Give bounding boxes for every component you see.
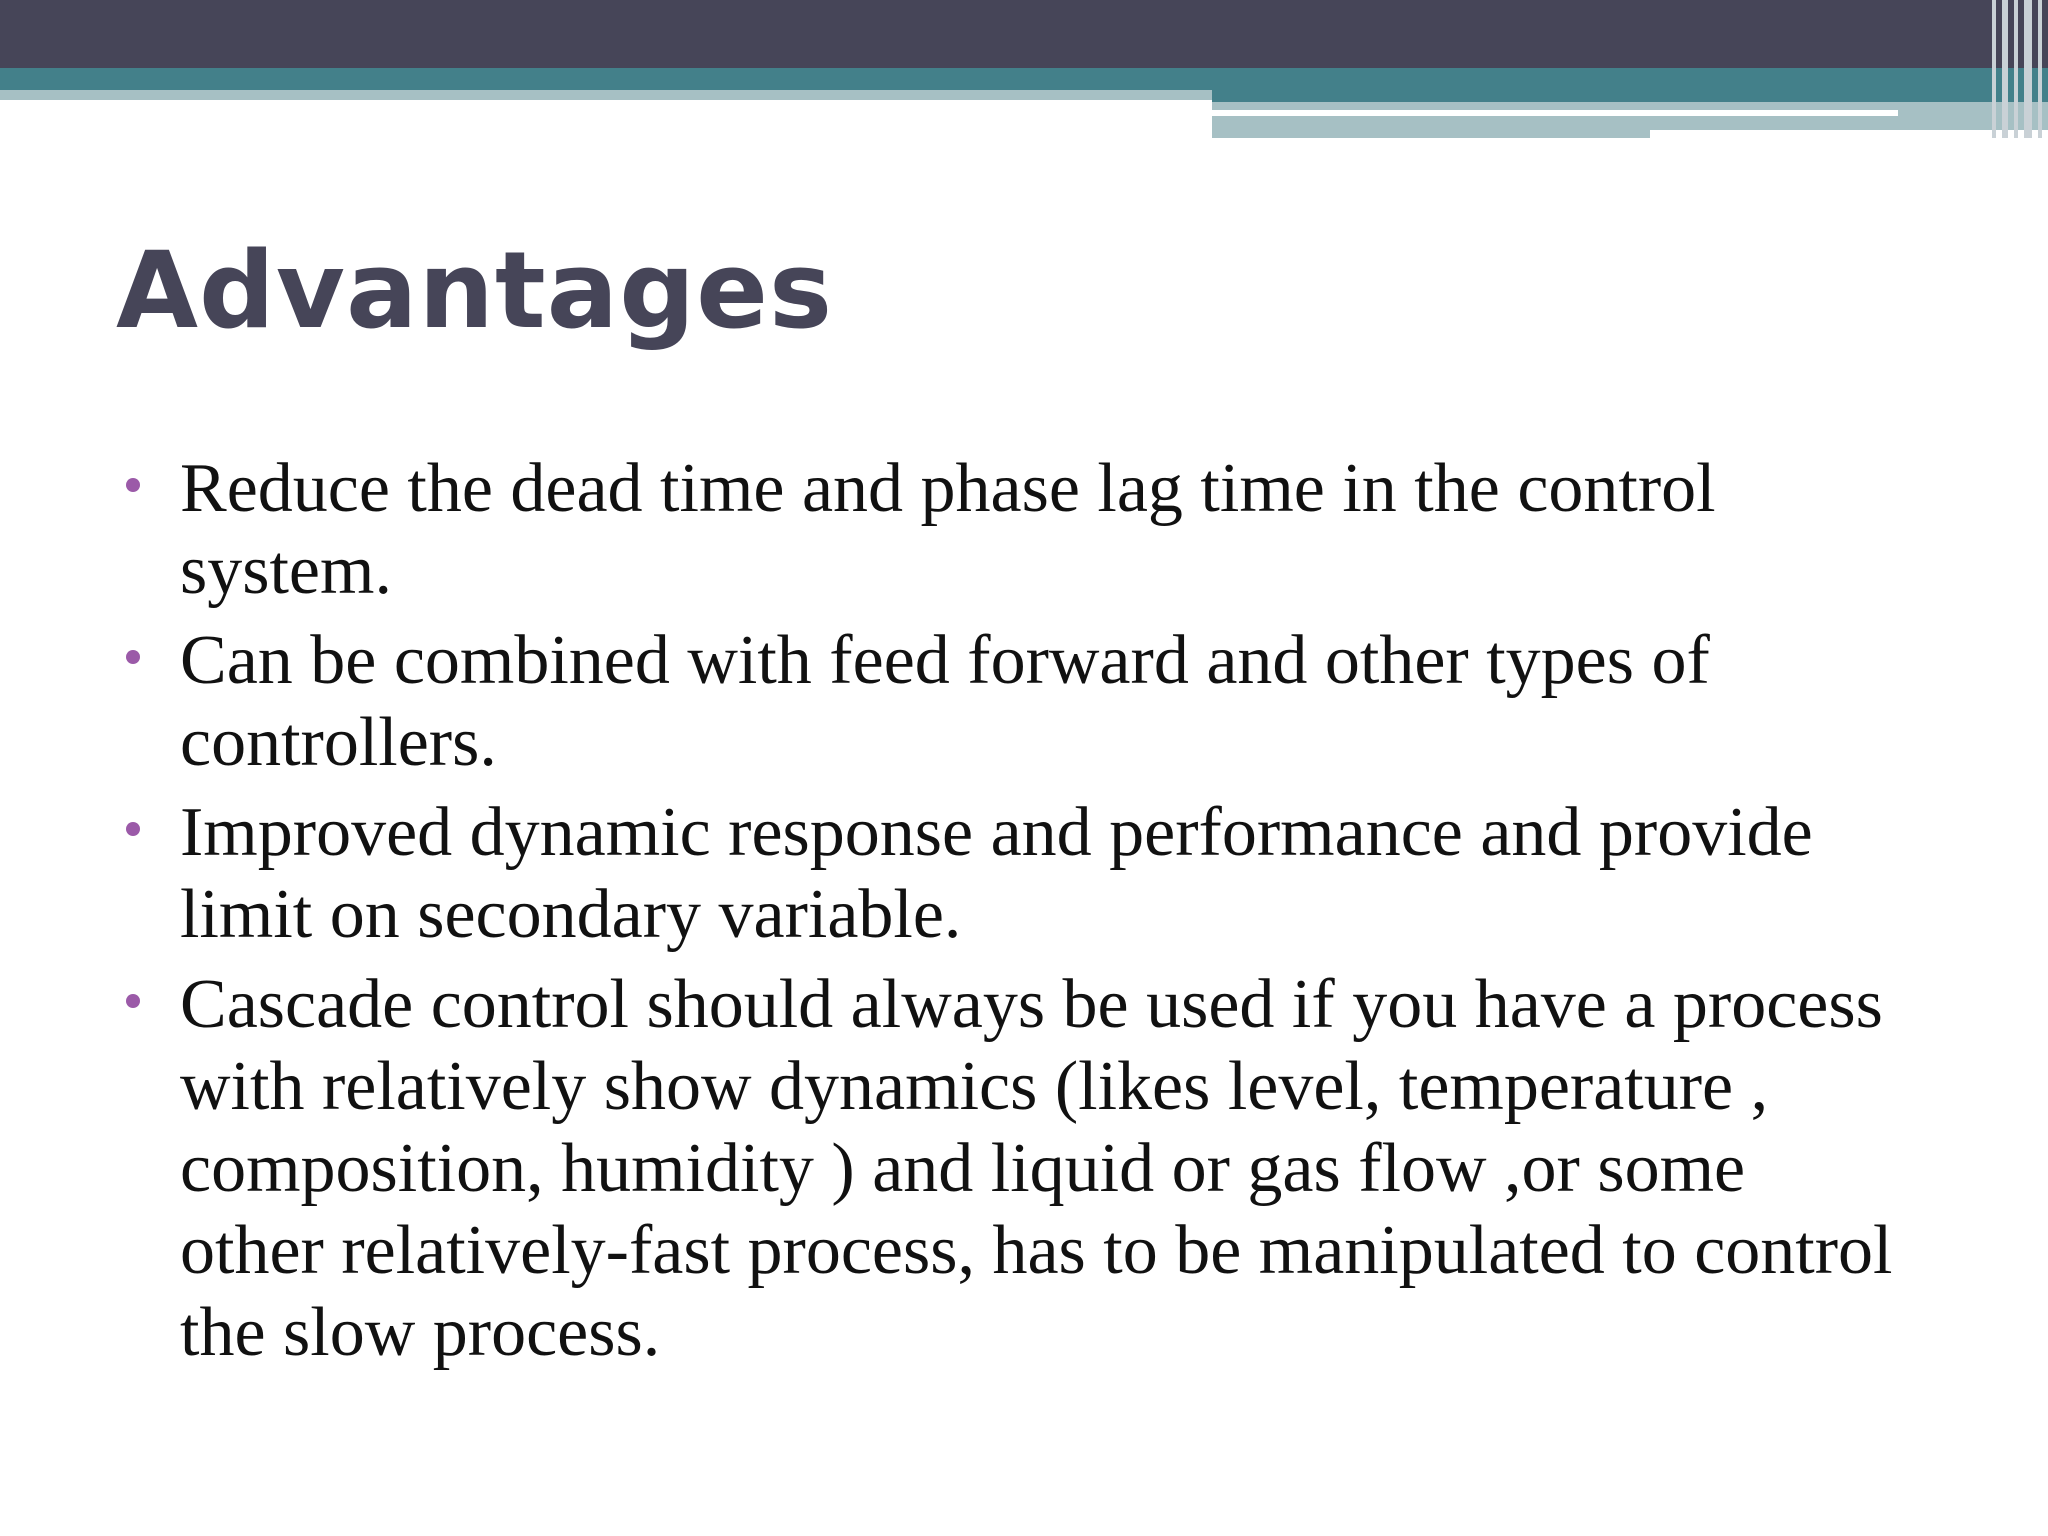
- bullet-dot-icon: [126, 478, 140, 492]
- bullet-item: [116, 448, 1896, 612]
- bullet-text: Cascade control should always be used if you have a process with relatively show dynamics (likes level, temperature , composition, humidity ) and liquid or gas flow ,or some other relatively-fast process, has to be manipulated to control the slow process.: [180, 966, 1893, 1371]
- header-band-dark: [0, 0, 2048, 68]
- bullet-text: Can be combined with feed forward and other types of controllers.: [180, 622, 1710, 781]
- bullet-dot-icon: [126, 994, 140, 1008]
- header-band-teal-right: [1212, 90, 2048, 102]
- slide-title: Advantages: [116, 229, 834, 352]
- header-band-white-gap: [1650, 130, 2048, 138]
- bullet-dot-icon: [126, 822, 140, 836]
- bullet-dot-icon: [126, 650, 140, 664]
- header-band-white-line: [1212, 110, 1898, 116]
- header-band-light-left: [0, 90, 1212, 100]
- bullet-item: [116, 620, 1896, 784]
- bullet-item: [116, 964, 1896, 1374]
- bullet-text: Reduce the dead time and phase lag time in the control system.: [180, 450, 1716, 609]
- bullet-item: [116, 792, 1896, 956]
- header-band-teal: [0, 68, 2048, 90]
- bullet-list: [116, 448, 1896, 1382]
- bullet-text: Improved dynamic response and performance and provide limit on secondary variable.: [180, 794, 1813, 953]
- header-edge-stripes: [1990, 0, 2048, 138]
